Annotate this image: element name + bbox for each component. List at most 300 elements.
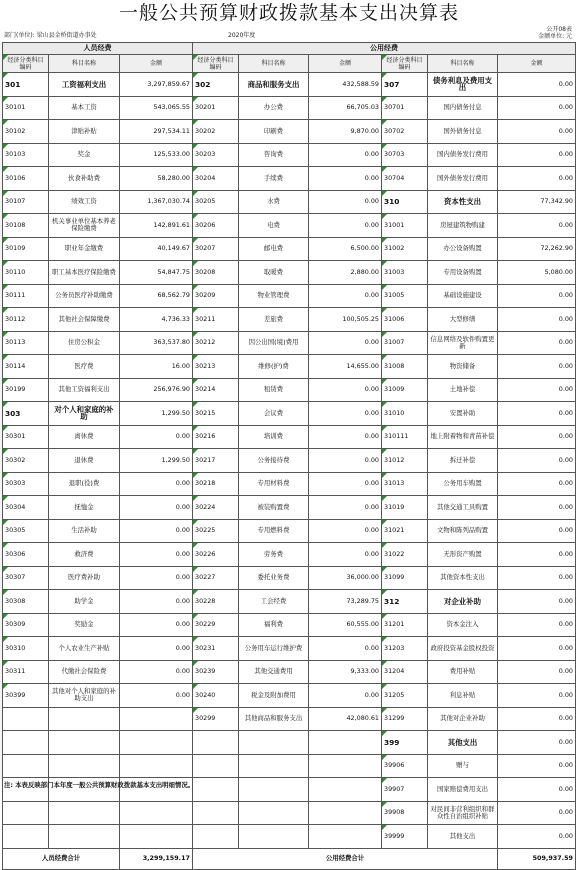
cell-code[interactable]: 30211 — [193, 308, 239, 332]
cell-amount[interactable]: 0.00 — [498, 378, 576, 402]
cell-name[interactable] — [239, 825, 309, 849]
cell-amount[interactable]: 0.00 — [120, 566, 193, 590]
cell-code[interactable]: 30228 — [193, 590, 239, 614]
cell-code[interactable]: 310 — [382, 190, 428, 214]
cell-code[interactable]: 30203 — [193, 143, 239, 167]
cell-code[interactable]: 31006 — [382, 308, 428, 332]
cell-name[interactable]: 会议费 — [239, 402, 309, 426]
cell-name[interactable] — [239, 801, 309, 825]
cell-amount[interactable]: 432,588.59 — [309, 73, 382, 97]
cell-name[interactable]: 赠与 — [428, 754, 498, 778]
cell-name[interactable]: 债务利息及费用支出 — [428, 73, 498, 97]
cell-amount[interactable]: 2,880.00 — [309, 261, 382, 285]
cell-code[interactable]: 31001 — [382, 214, 428, 238]
cell-amount[interactable] — [120, 801, 193, 825]
cell-amount[interactable]: 0.00 — [309, 143, 382, 167]
cell-code[interactable]: 30202 — [193, 120, 239, 144]
cell-code[interactable]: 31009 — [382, 378, 428, 402]
cell-amount[interactable]: 256,976.90 — [120, 378, 193, 402]
cell-name[interactable]: 利息补贴 — [428, 684, 498, 708]
cell-code[interactable]: 31201 — [382, 613, 428, 637]
cell-name[interactable]: 机关事业单位基本养老保险缴费 — [49, 214, 120, 238]
public-total-amount[interactable]: 509,937.59 — [498, 848, 576, 869]
cell-amount[interactable] — [309, 731, 382, 755]
cell-code[interactable]: 30106 — [3, 167, 49, 191]
cell-name[interactable]: 个人农业生产补贴 — [49, 637, 120, 661]
cell-amount[interactable] — [120, 825, 193, 849]
cell-amount[interactable]: 0.00 — [120, 472, 193, 496]
cell-name[interactable]: 物资储备 — [428, 355, 498, 379]
cell-amount[interactable]: 1,299.50 — [120, 449, 193, 473]
cell-amount[interactable] — [309, 754, 382, 778]
cell-code[interactable]: 30114 — [3, 355, 49, 379]
cell-amount[interactable]: 0.00 — [309, 543, 382, 567]
cell-name[interactable]: 印刷费 — [239, 120, 309, 144]
cell-code[interactable]: 30102 — [3, 120, 49, 144]
cell-code[interactable]: 30239 — [193, 660, 239, 684]
cell-name[interactable]: 公务用车运行维护费 — [239, 637, 309, 661]
cell-name[interactable] — [49, 825, 120, 849]
cell-code[interactable] — [3, 731, 49, 755]
cell-code[interactable]: 30304 — [3, 496, 49, 520]
cell-code[interactable]: 31299 — [382, 707, 428, 731]
cell-name[interactable]: 其他支出 — [428, 731, 498, 755]
cell-name[interactable]: 职业年金缴费 — [49, 237, 120, 261]
cell-code[interactable]: 301 — [3, 73, 49, 97]
cell-amount[interactable]: 66,705.03 — [309, 96, 382, 120]
cell-name[interactable]: 伙食补助费 — [49, 167, 120, 191]
cell-amount[interactable]: 0.00 — [309, 449, 382, 473]
cell-amount[interactable]: 543,065.55 — [120, 96, 193, 120]
cell-code[interactable]: 30231 — [193, 637, 239, 661]
cell-amount[interactable]: 0.00 — [120, 425, 193, 449]
cell-amount[interactable] — [120, 707, 193, 731]
cell-code[interactable]: 30301 — [3, 425, 49, 449]
cell-name[interactable]: 其他支出 — [428, 825, 498, 849]
cell-amount[interactable]: 0.00 — [498, 449, 576, 473]
cell-amount[interactable]: 363,537.80 — [120, 331, 193, 355]
cell-code[interactable]: 30303 — [3, 472, 49, 496]
cell-code[interactable]: 31007 — [382, 331, 428, 355]
cell-name[interactable]: 大型修缮 — [428, 308, 498, 332]
cell-code[interactable] — [193, 731, 239, 755]
cell-code[interactable]: 30226 — [193, 543, 239, 567]
cell-name[interactable]: 国外债务付息 — [428, 120, 498, 144]
cell-name[interactable]: 差旅费 — [239, 308, 309, 332]
cell-code[interactable] — [193, 754, 239, 778]
cell-name[interactable]: 安置补助 — [428, 402, 498, 426]
cell-amount[interactable]: 42,080.61 — [309, 707, 382, 731]
cell-code[interactable]: 30225 — [193, 519, 239, 543]
cell-amount[interactable]: 0.00 — [309, 284, 382, 308]
cell-code[interactable]: 39907 — [382, 778, 428, 802]
cell-amount[interactable]: 6,500.00 — [309, 237, 382, 261]
cell-code[interactable]: 30110 — [3, 261, 49, 285]
cell-code[interactable]: 30308 — [3, 590, 49, 614]
cell-amount[interactable]: 0.00 — [498, 214, 576, 238]
cell-name[interactable]: 助学金 — [49, 590, 120, 614]
cell-name[interactable]: 培训费 — [239, 425, 309, 449]
cell-amount[interactable]: 0.00 — [498, 96, 576, 120]
cell-amount[interactable]: 0.00 — [498, 637, 576, 661]
cell-amount[interactable]: 0.00 — [309, 496, 382, 520]
cell-code[interactable] — [193, 801, 239, 825]
cell-code[interactable]: 30101 — [3, 96, 49, 120]
cell-code[interactable]: 31008 — [382, 355, 428, 379]
cell-name[interactable]: 专用燃料费 — [239, 519, 309, 543]
cell-amount[interactable]: 0.00 — [120, 613, 193, 637]
cell-code[interactable]: 31021 — [382, 519, 428, 543]
cell-name[interactable]: 被装购置费 — [239, 496, 309, 520]
table-row — [3, 261, 576, 285]
cell-code[interactable]: 31010 — [382, 402, 428, 426]
cell-name[interactable]: 资本性支出 — [428, 190, 498, 214]
cell-code[interactable]: 30212 — [193, 331, 239, 355]
cell-name[interactable]: 专用设备购置 — [428, 261, 498, 285]
page-title: 一般公共预算财政拨款基本支出决算表 — [118, 2, 459, 24]
cell-code[interactable]: 30227 — [193, 566, 239, 590]
cell-amount[interactable]: 5,080.00 — [498, 261, 576, 285]
cell-code[interactable]: 30399 — [3, 684, 49, 708]
cell-amount[interactable]: 0.00 — [498, 660, 576, 684]
cell-name[interactable]: 对企业补助 — [428, 590, 498, 614]
cell-amount[interactable] — [120, 754, 193, 778]
cell-name[interactable]: 其他工资福利支出 — [49, 378, 120, 402]
cell-code[interactable]: 39908 — [382, 801, 428, 825]
cell-amount[interactable]: 16.00 — [120, 355, 193, 379]
cell-name[interactable]: 费用补贴 — [428, 660, 498, 684]
cell-name[interactable]: 信息网络及软件购置更新 — [428, 331, 498, 355]
cell-name[interactable]: 因公出国(境)费用 — [239, 331, 309, 355]
cell-amount[interactable]: 0.00 — [498, 590, 576, 614]
cell-amount[interactable]: 4,736.33 — [120, 308, 193, 332]
cell-name[interactable]: 对个人和家庭的补助 — [49, 402, 120, 426]
cell-code[interactable]: 30204 — [193, 167, 239, 191]
cell-amount[interactable] — [309, 825, 382, 849]
cell-name[interactable]: 委托业务费 — [239, 566, 309, 590]
cell-amount[interactable]: 0.00 — [498, 801, 576, 825]
cell-amount[interactable]: 9,870.00 — [309, 120, 382, 144]
cell-name[interactable]: 职工基本医疗保险缴费 — [49, 261, 120, 285]
cell-name[interactable]: 其他对个人和家庭的补助支出 — [49, 684, 120, 708]
cell-name[interactable]: 专用材料费 — [239, 472, 309, 496]
cell-code[interactable] — [193, 778, 239, 802]
cell-amount[interactable]: 0.00 — [498, 519, 576, 543]
cell-name[interactable]: 国外债务发行费用 — [428, 167, 498, 191]
cell-name[interactable]: 其他社会保障缴费 — [49, 308, 120, 332]
cell-amount[interactable]: 0.00 — [120, 590, 193, 614]
cell-code[interactable]: 30113 — [3, 331, 49, 355]
cell-amount[interactable]: 297,534.11 — [120, 120, 193, 144]
cell-amount[interactable] — [120, 731, 193, 755]
cell-amount[interactable]: 0.00 — [498, 143, 576, 167]
cell-code[interactable]: 302 — [193, 73, 239, 97]
cell-code[interactable] — [3, 754, 49, 778]
cell-amount[interactable]: 1,367,030.74 — [120, 190, 193, 214]
cell-code[interactable]: 31002 — [382, 237, 428, 261]
cell-name[interactable]: 离休费 — [49, 425, 120, 449]
cell-code[interactable]: 30701 — [382, 96, 428, 120]
cell-code[interactable]: 30311 — [3, 660, 49, 684]
cell-code[interactable]: 30229 — [193, 613, 239, 637]
cell-name[interactable]: 退休费 — [49, 449, 120, 473]
cell-name[interactable]: 其他对企业补助 — [428, 707, 498, 731]
cell-amount[interactable]: 1,299.50 — [120, 402, 193, 426]
cell-name[interactable]: 工资福利支出 — [49, 73, 120, 97]
cell-name[interactable]: 抚恤金 — [49, 496, 120, 520]
cell-code[interactable] — [3, 801, 49, 825]
cell-amount[interactable]: 0.00 — [120, 660, 193, 684]
cell-name[interactable]: 医疗费补助 — [49, 566, 120, 590]
cell-name[interactable] — [239, 778, 309, 802]
cell-name[interactable]: 对民间非营利组织和群众性自治组织补贴 — [428, 801, 498, 825]
cell-name[interactable]: 资本金注入 — [428, 613, 498, 637]
cell-code[interactable]: 30103 — [3, 143, 49, 167]
cell-code[interactable]: 31013 — [382, 472, 428, 496]
cell-name[interactable] — [239, 754, 309, 778]
cell-code[interactable]: 30206 — [193, 214, 239, 238]
cell-code[interactable]: 31204 — [382, 660, 428, 684]
cell-code[interactable]: 30199 — [3, 378, 49, 402]
cell-amount[interactable]: 0.00 — [309, 425, 382, 449]
cell-name[interactable]: 水费 — [239, 190, 309, 214]
cell-name[interactable]: 国内债务付息 — [428, 96, 498, 120]
cell-code[interactable]: 30215 — [193, 402, 239, 426]
cell-name[interactable]: 房屋建筑物购建 — [428, 214, 498, 238]
cell-amount[interactable]: 0.00 — [309, 190, 382, 214]
cell-name[interactable]: 代缴社会保险费 — [49, 660, 120, 684]
cell-code[interactable]: 30109 — [3, 237, 49, 261]
cell-code[interactable]: 303 — [3, 402, 49, 426]
cell-name[interactable]: 其他交通费用 — [239, 660, 309, 684]
cell-amount[interactable]: 0.00 — [498, 402, 576, 426]
cell-name[interactable] — [49, 731, 120, 755]
cell-amount[interactable]: 0.00 — [309, 378, 382, 402]
cell-amount[interactable]: 0.00 — [498, 73, 576, 97]
cell-name[interactable]: 福利费 — [239, 613, 309, 637]
cell-amount[interactable]: 0.00 — [498, 167, 576, 191]
cell-amount[interactable] — [309, 778, 382, 802]
cell-amount[interactable]: 54,847.75 — [120, 261, 193, 285]
cell-code[interactable]: 30240 — [193, 684, 239, 708]
cell-code[interactable]: 30208 — [193, 261, 239, 285]
cell-code[interactable]: 30209 — [193, 284, 239, 308]
cell-code[interactable]: 30302 — [3, 449, 49, 473]
cell-name[interactable]: 文物和陈列品购置 — [428, 519, 498, 543]
cell-code[interactable]: 30213 — [193, 355, 239, 379]
cell-name[interactable]: 津贴补贴 — [49, 120, 120, 144]
cell-name[interactable]: 奖励金 — [49, 613, 120, 637]
cell-amount[interactable]: 0.00 — [498, 684, 576, 708]
cell-amount[interactable]: 0.00 — [498, 825, 576, 849]
cell-amount[interactable]: 0.00 — [120, 684, 193, 708]
cell-name[interactable]: 其他交通工具购置 — [428, 496, 498, 520]
cell-name[interactable]: 退职(役)费 — [49, 472, 120, 496]
cell-code[interactable]: 30305 — [3, 519, 49, 543]
cell-code[interactable]: 30307 — [3, 566, 49, 590]
cell-amount[interactable]: 36,000.00 — [309, 566, 382, 590]
cell-code[interactable]: 30216 — [193, 425, 239, 449]
cell-name[interactable]: 税金及附加费用 — [239, 684, 309, 708]
cell-code[interactable]: 312 — [382, 590, 428, 614]
cell-code[interactable]: 31099 — [382, 566, 428, 590]
cell-name[interactable]: 劳务费 — [239, 543, 309, 567]
cell-amount[interactable]: 0.00 — [498, 284, 576, 308]
cell-amount[interactable]: 0.00 — [498, 707, 576, 731]
cell-code[interactable]: 31019 — [382, 496, 428, 520]
cell-amount[interactable]: 125,533.00 — [120, 143, 193, 167]
cell-amount[interactable]: 40,149.67 — [120, 237, 193, 261]
cell-code[interactable]: 39906 — [382, 754, 428, 778]
cell-name[interactable] — [49, 707, 120, 731]
cell-amount[interactable]: 0.00 — [120, 519, 193, 543]
cell-name[interactable]: 物业管理费 — [239, 284, 309, 308]
cell-amount[interactable]: 0.00 — [120, 496, 193, 520]
personnel-total-amount[interactable]: 3,299,159.17 — [120, 848, 193, 869]
cell-name[interactable]: 绩效工资 — [49, 190, 120, 214]
cell-name[interactable]: 工会经费 — [239, 590, 309, 614]
cell-name[interactable]: 拆迁补偿 — [428, 449, 498, 473]
cell-name[interactable]: 国家赔偿费用支出 — [428, 778, 498, 802]
cell-name[interactable]: 公务接待费 — [239, 449, 309, 473]
cell-code[interactable]: 31203 — [382, 637, 428, 661]
cell-code[interactable]: 31003 — [382, 261, 428, 285]
cell-code[interactable]: 30201 — [193, 96, 239, 120]
cell-amount[interactable]: 0.00 — [498, 778, 576, 802]
cell-amount[interactable]: 73,289.75 — [309, 590, 382, 614]
cell-code[interactable]: 30214 — [193, 378, 239, 402]
cell-code[interactable]: 30704 — [382, 167, 428, 191]
cell-name[interactable]: 其他商品和服务支出 — [239, 707, 309, 731]
cell-code[interactable]: 31022 — [382, 543, 428, 567]
cell-name[interactable]: 租赁费 — [239, 378, 309, 402]
cell-name[interactable]: 国内债务发行费用 — [428, 143, 498, 167]
cell-name[interactable]: 电费 — [239, 214, 309, 238]
cell-amount[interactable]: 100,505.25 — [309, 308, 382, 332]
cell-amount[interactable]: 0.00 — [309, 167, 382, 191]
cell-amount[interactable]: 0.00 — [309, 472, 382, 496]
cell-code[interactable]: 30224 — [193, 496, 239, 520]
cell-amount[interactable]: 72,262.90 — [498, 237, 576, 261]
cell-name[interactable]: 公务用车购置 — [428, 472, 498, 496]
cell-name[interactable] — [239, 731, 309, 755]
cell-name[interactable]: 住房公积金 — [49, 331, 120, 355]
cell-amount[interactable]: 14,655.00 — [309, 355, 382, 379]
cell-amount[interactable]: 9,333.00 — [309, 660, 382, 684]
cell-name[interactable]: 办公费 — [239, 96, 309, 120]
cell-code[interactable]: 30306 — [3, 543, 49, 567]
cell-name[interactable]: 地上附着物和青苗补偿 — [428, 425, 498, 449]
cell-name[interactable] — [49, 801, 120, 825]
cell-name[interactable]: 手续费 — [239, 167, 309, 191]
cell-amount[interactable]: 0.00 — [498, 472, 576, 496]
cell-amount[interactable]: 3,297,859.67 — [120, 73, 193, 97]
cell-name[interactable]: 邮电费 — [239, 237, 309, 261]
cell-code[interactable]: 30702 — [382, 120, 428, 144]
cell-name[interactable]: 其他资本性支出 — [428, 566, 498, 590]
cell-amount[interactable]: 0.00 — [120, 637, 193, 661]
cell-code[interactable]: 30309 — [3, 613, 49, 637]
cell-name[interactable]: 基础设施建设 — [428, 284, 498, 308]
cell-code[interactable]: 399 — [382, 731, 428, 755]
cell-name[interactable]: 生活补助 — [49, 519, 120, 543]
cell-name[interactable]: 救济费 — [49, 543, 120, 567]
cell-code[interactable]: 310111 — [382, 425, 428, 449]
cell-amount[interactable]: 0.00 — [309, 331, 382, 355]
cell-amount[interactable]: 0.00 — [498, 754, 576, 778]
cell-amount[interactable]: 68,562.79 — [120, 284, 193, 308]
cell-code[interactable]: 31005 — [382, 284, 428, 308]
cell-code[interactable] — [3, 825, 49, 849]
cell-amount[interactable]: 0.00 — [498, 496, 576, 520]
cell-code[interactable]: 30107 — [3, 190, 49, 214]
cell-code[interactable]: 30112 — [3, 308, 49, 332]
cell-amount[interactable]: 0.00 — [309, 637, 382, 661]
cell-name[interactable]: 商品和服务支出 — [239, 73, 309, 97]
cell-amount[interactable]: 58,280.00 — [120, 167, 193, 191]
cell-amount[interactable]: 77,342.90 — [498, 190, 576, 214]
cell-code[interactable]: 30703 — [382, 143, 428, 167]
cell-amount[interactable]: 0.00 — [498, 613, 576, 637]
cell-name[interactable]: 基本工资 — [49, 96, 120, 120]
cell-name[interactable]: 医疗费 — [49, 355, 120, 379]
cell-amount[interactable]: 0.00 — [309, 684, 382, 708]
cell-name[interactable]: 无形资产购置 — [428, 543, 498, 567]
cell-code[interactable]: 30205 — [193, 190, 239, 214]
cell-code[interactable]: 30218 — [193, 472, 239, 496]
cell-code[interactable]: 30108 — [3, 214, 49, 238]
cell-amount[interactable]: 0.00 — [498, 566, 576, 590]
cell-amount[interactable]: 0.00 — [309, 402, 382, 426]
cell-amount[interactable]: 60,555.00 — [309, 613, 382, 637]
public-total-label[interactable]: 公用经费合计 — [193, 848, 498, 869]
cell-code[interactable]: 31012 — [382, 449, 428, 473]
cell-amount[interactable]: 0.00 — [498, 331, 576, 355]
cell-name[interactable]: 土地补偿 — [428, 378, 498, 402]
cell-name[interactable]: 政府投资基金股权投资 — [428, 637, 498, 661]
cell-name[interactable]: 办公设备购置 — [428, 237, 498, 261]
cell-code[interactable]: 30310 — [3, 637, 49, 661]
cell-name[interactable]: 公务员医疗补助缴费 — [49, 284, 120, 308]
cell-code[interactable]: 307 — [382, 73, 428, 97]
cell-code[interactable]: 30111 — [3, 284, 49, 308]
cell-name[interactable]: 奖金 — [49, 143, 120, 167]
cell-code[interactable]: 30299 — [193, 707, 239, 731]
cell-name[interactable]: 维修(护)费 — [239, 355, 309, 379]
cell-amount[interactable]: 142,891.61 — [120, 214, 193, 238]
cell-amount[interactable]: 0.00 — [309, 519, 382, 543]
cell-name[interactable] — [49, 754, 120, 778]
cell-name[interactable]: 咨询费 — [239, 143, 309, 167]
cell-amount[interactable]: 0.00 — [498, 543, 576, 567]
cell-code[interactable]: 30217 — [193, 449, 239, 473]
cell-amount[interactable]: 0.00 — [309, 214, 382, 238]
cell-amount[interactable] — [309, 801, 382, 825]
cell-amount[interactable]: 0.00 — [498, 425, 576, 449]
cell-amount[interactable]: 0.00 — [120, 543, 193, 567]
cell-code[interactable]: 31205 — [382, 684, 428, 708]
cell-code[interactable]: 39999 — [382, 825, 428, 849]
cell-code[interactable] — [3, 707, 49, 731]
personnel-total-label[interactable]: 人员经费合计 — [3, 848, 120, 869]
cell-code[interactable]: 30207 — [193, 237, 239, 261]
cell-code[interactable] — [193, 825, 239, 849]
cell-amount[interactable]: 0.00 — [498, 731, 576, 755]
cell-amount[interactable]: 0.00 — [498, 308, 576, 332]
cell-name[interactable]: 取暖费 — [239, 261, 309, 285]
cell-amount[interactable]: 0.00 — [498, 355, 576, 379]
cell-amount[interactable]: 0.00 — [498, 120, 576, 144]
